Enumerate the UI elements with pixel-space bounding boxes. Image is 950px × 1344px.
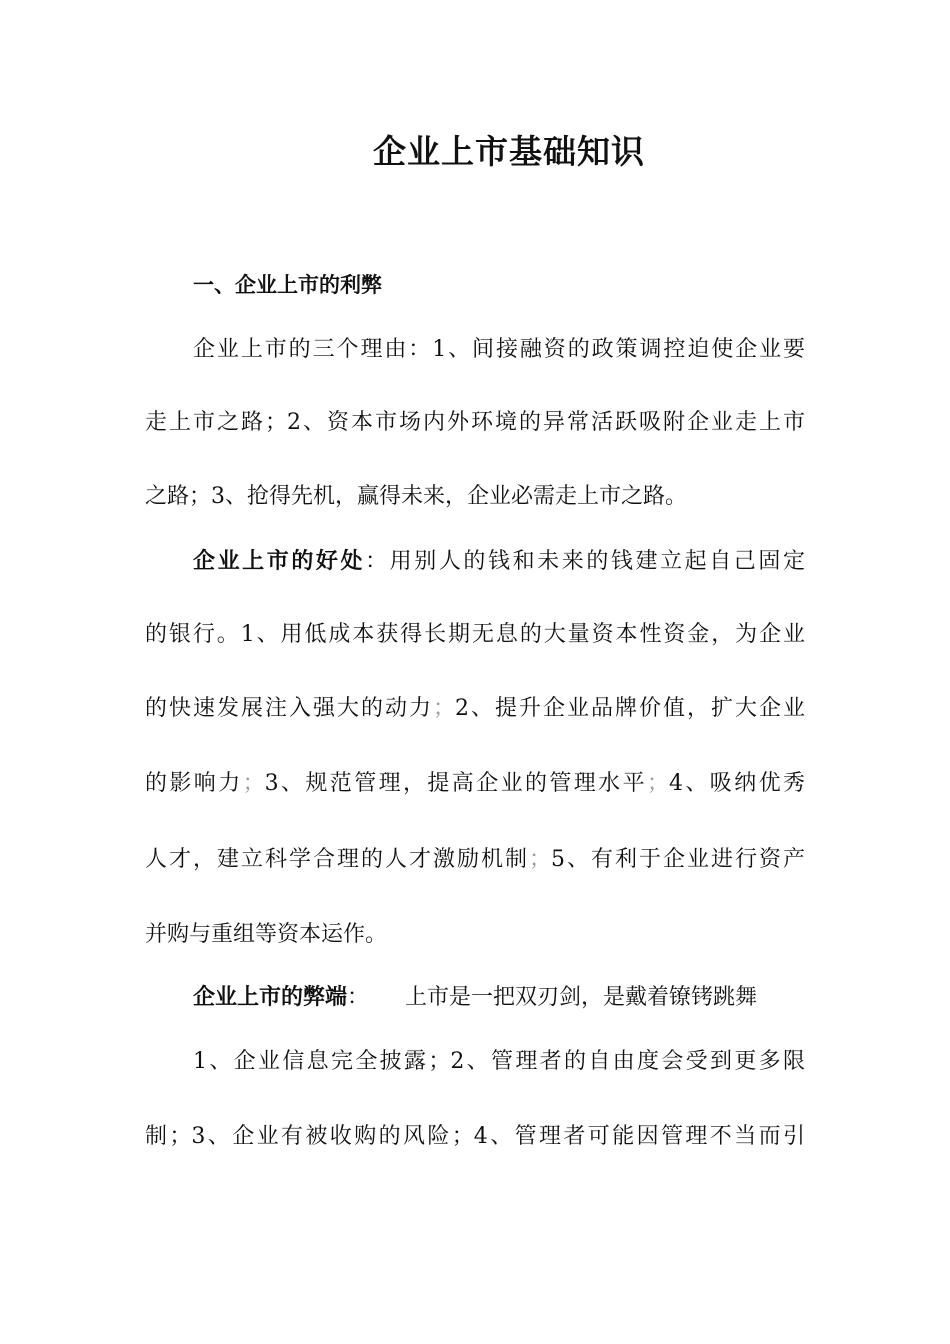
para3-line3: 制；3、企业有被收购的风险；4、管理者可能因管理不当而引 xyxy=(145,1124,805,1149)
para3-line1-rest: 上市是一把双刃剑，是戴着镣铐跳舞 xyxy=(405,985,758,1010)
document-title: 企业上市基础知识 xyxy=(373,132,645,171)
para2-line4-sep2: ； xyxy=(646,771,669,796)
para3-line1 xyxy=(193,981,805,1015)
para2-line3-a: 的快速发展注入强大的动力 xyxy=(145,696,433,721)
para2-line2: 的银行。1、用低成本获得长期无息的大量资本性资金，为企业 xyxy=(145,622,805,647)
para2-line3-sep: ； xyxy=(433,696,456,721)
para2-line4-sep1: ； xyxy=(242,771,265,796)
para1-line1: 企业上市的三个理由：1、间接融资的政策调控迫使企业要 xyxy=(193,337,805,362)
para3-line2: 1、企业信息完全披露；2、管理者的自由度会受到更多限 xyxy=(193,1049,805,1074)
para2-line3 xyxy=(145,692,805,726)
para2-line1-rest: ：用别人的钱和未来的钱建立起自己固定 xyxy=(365,549,805,574)
para2-line3-b: 2、提升企业品牌价值，扩大企业 xyxy=(455,696,805,721)
para1-line3: 之路；3、抢得先机，赢得未来，企业必需走上市之路。 xyxy=(145,484,687,509)
para2-lead: 企业上市的好处 xyxy=(193,549,366,574)
para2-line5 xyxy=(145,843,805,877)
para2-line5-b: 5、有利于企业进行资产 xyxy=(551,847,805,872)
para2-line4-c: 4、吸纳优秀 xyxy=(669,771,805,796)
para3-lead: 企业上市的弊端 xyxy=(193,985,348,1010)
para3-colon: ： xyxy=(347,985,370,1010)
para2-line5-sep: ； xyxy=(528,847,551,872)
para2-line1 xyxy=(193,545,805,579)
para2-line5-a: 人才，建立科学合理的人才激励机制 xyxy=(145,847,529,872)
para2-line4-a: 的影响力 xyxy=(145,771,243,796)
section-heading-pros-cons: 一、企业上市的利弊 xyxy=(193,273,382,297)
para1-line2: 走上市之路；2、资本市场内外环境的异常活跃吸附企业走上市 xyxy=(145,410,805,435)
para2-line4 xyxy=(145,767,805,801)
para2-line6: 并购与重组等资本运作。 xyxy=(145,922,388,947)
para2-line4-b: 3、规范管理，提高企业的管理水平 xyxy=(264,771,647,796)
